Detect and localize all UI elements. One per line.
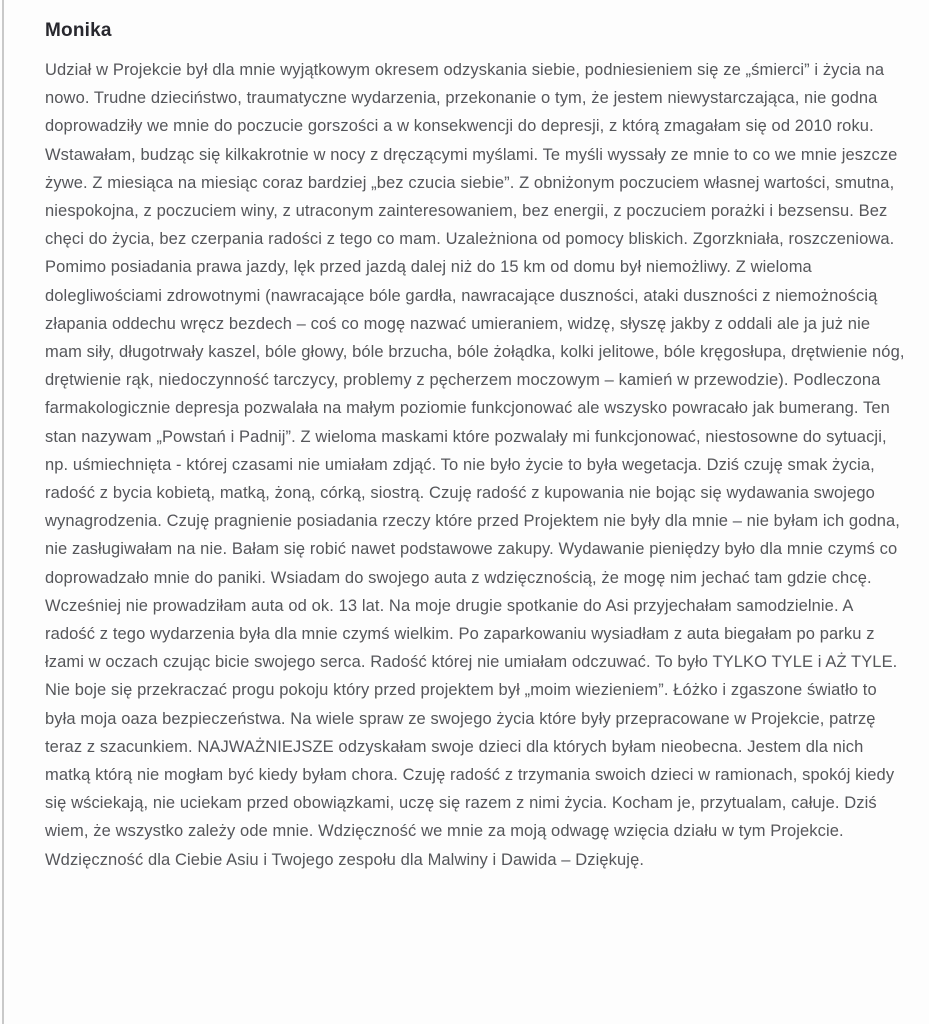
- left-border-rule: [2, 0, 4, 1024]
- testimonial-author-heading: Monika: [45, 20, 112, 41]
- testimonial-paragraph: Udział w Projekcie był dla mnie wyjątkowym okresem odzyskania siebie, podniesieniem się ze „śmierci” i życia na nowo. Trudne dzieciństwo, traumatyczne wydarzenia, przekonanie o tym, że jestem niewystarczająca, nie godna doprowadziły we mnie do poczucie gorszości a w konsekwencji do depresji, z którą zmagałam się od 2010 roku. Wstawałam, budząc się kilkakrotnie w nocy z dręczącymi myślami. Te myśli wyssały ze mnie to co we mnie jeszcze żywe. Z miesiąca na miesiąc coraz bardziej „bez czucia siebie”. Z obniżonym poczuciem własnej wartości, smutna, niespokojna, z poczuciem winy, z utraconym zainteresowaniem, bez energii, z poczuciem porażki i bezsensu. Bez chęci do życia, bez czerpania radości z tego co mam. Uzależniona od pomocy bliskich. Zgorzkniała, roszczeniowa. Pomimo posiadania prawa jazdy, lęk przed jazdą dalej niż do 15 km od domu był niemożliwy. Z wieloma dolegliwościami zdrowotnymi (nawracające bóle gardła, nawracające duszności, ataki duszności z niemożnością złapania oddechu wręcz bezdech – coś co mogę nazwać umieraniem, widzę, słyszę jakby z oddali ale ja już nie mam siły, długotrwały kaszel, bóle głowy, bóle brzucha, bóle żołądka, kolki jelitowe, bóle kręgosłupa, drętwienie nóg, drętwienie rąk, niedoczynność tarczycy, problemy z pęcherzem moczowym – kamień w przewodzie). Podleczona farmakologicznie depresja pozwalała na małym poziomie funkcjonować ale wszysko powracało jak bumerang. Ten stan nazywam „Powstań i Padnij”. Z wieloma maskami które pozwalały mi funkcjonować, niestosowne do sytuacji, np. uśmiechnięta - której czasami nie umiałam zdjąć. To nie było życie to była wegetacja. Dziś czuję smak życia, radość z bycia kobietą, matką, żoną, córką, siostrą. Czuję radość z kupowania nie bojąc się wydawania swojego wynagrodzenia. Czuję pragnienie posiadania rzeczy które przed Projektem nie były dla mnie – nie byłam ich godna, nie zasługiwałam na nie. Bałam się robić nawet podstawowe zakupy. Wydawanie pieniędzy było dla mnie czymś co doprowadzało mnie do paniki. Wsiadam do swojego auta z wdzięcznością, że mogę nim jechać tam gdzie chcę. Wcześniej nie prowadziłam auta od ok. 13 lat. Na moje drugie spotkanie do Asi przyjechałam samodzielnie. A radość z tego wydarzenia była dla mnie czymś wielkim. Po zaparkowaniu wysiadłam z auta biegałam po parku z łzami w oczach czując bicie swojego serca. Radość której nie umiałam odczuwać. To było TYLKO TYLE i AŻ TYLE. Nie boje się przekraczać progu pokoju który przed projektem był „moim wiezieniem”. Łóżko i zgaszone światło to była moja oaza bezpieczeństwa. Na wiele spraw ze swojego życia które były przepracowane w Projekcie, patrzę teraz z szacunkiem. NAJWAŻNIEJSZE odzyskałam swoje dzieci dla których byłam nieobecna. Jestem dla nich matką którą nie mogłam być kiedy byłam chora. Czuję radość z trzymania swoich dzieci w ramionach, spokój kiedy się wściekają, nie uciekam przed obowiązkami, uczę się razem z nimi życia. Kocham je, przytualam, całuje. Dziś wiem, że wszystko zależy ode mnie. Wdzięczność we mnie za moją odwagę wzięcia działu w tym Projekcie. Wdzięczność dla Ciebie Asiu i Twojego zespołu dla Malwiny i Dawida – Dziękuję.: [45, 61, 905, 869]
- testimonial-content: [45, 20, 906, 874]
